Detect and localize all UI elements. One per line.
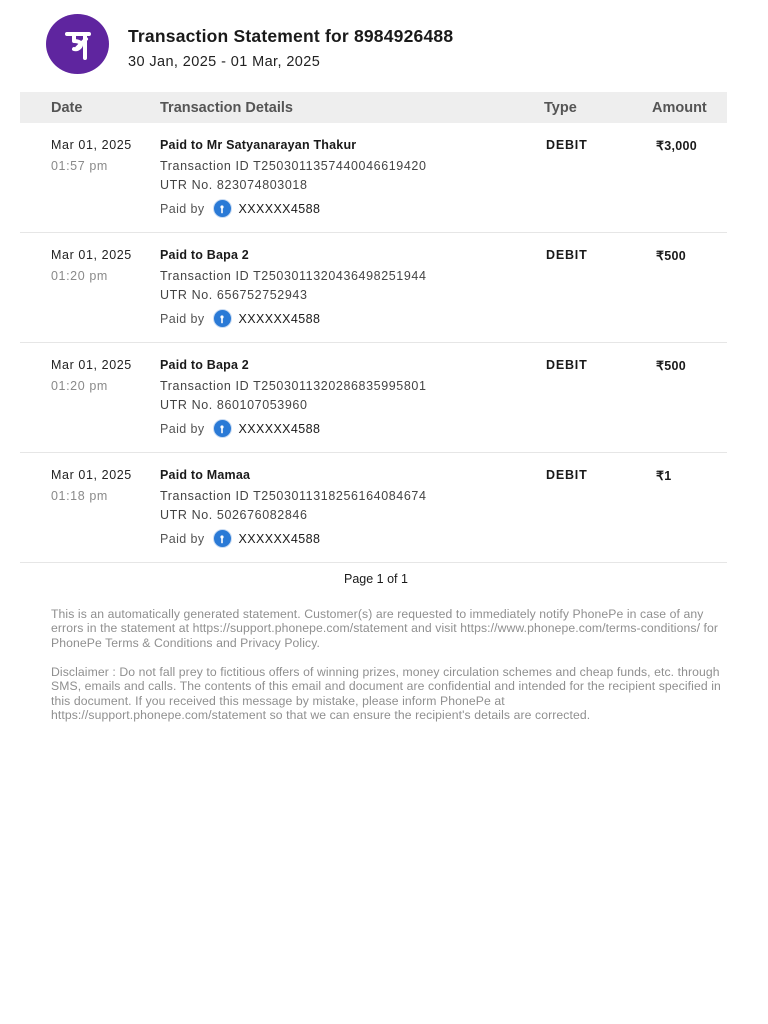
utr-number: UTR No. 656752752943 [160,288,308,302]
payee-name: Paid to Mr Satyanarayan Thakur [160,138,357,152]
payee-name: Paid to Mamaa [160,468,251,482]
table-row [20,233,727,343]
payee-name: Paid to Bapa 2 [160,248,249,262]
bank-logo-icon [213,199,232,218]
utr-number: UTR No. 823074803018 [160,178,308,192]
account-number: XXXXXX4588 [238,531,321,546]
column-header-amount: Amount [652,100,707,116]
transaction-id: Transaction ID T2503011320286835995801 [160,379,427,393]
paid-by [160,529,320,548]
paid-by-label: Paid by [160,311,205,326]
table-row [20,343,727,453]
account-number: XXXXXX4588 [238,421,321,436]
transaction-type: DEBIT [546,468,588,482]
transaction-date: Mar 01, 2025 [51,138,132,152]
transaction-amount: ₹500 [656,359,687,373]
transaction-date: Mar 01, 2025 [51,468,132,482]
table-header [20,92,727,123]
statement-note: This is an automatically generated statement. Customer(s) are requested to immediately notify PhonePe in case of any errors in the statement at https://support.phonepe.com/statement and visit https://www.phonepe.com/terms-conditions/ for PhonePe Terms & Conditions and Privacy Policy. [51,607,719,650]
transaction-id: Transaction ID T2503011357440046619420 [160,159,427,173]
transaction-date: Mar 01, 2025 [51,358,132,372]
page-title: Transaction Statement for 8984926488 [128,26,454,46]
table-row [20,123,727,233]
disclaimer: Disclaimer : Do not fall prey to fictitious offers of winning prizes, money circulation schemes and cheap funds, etc. through SMS, emails and calls. The contents of this email and document are confidential and intended for the recipient specified in this document. If you received this message by mistake, please inform PhonePe at https://support.phonepe.com/statement so that we can ensure the recipient's details are corrected. [51,665,721,723]
account-number: XXXXXX4588 [238,311,321,326]
transactions-table [20,123,727,563]
column-header-type: Type [544,100,577,116]
statement-header [46,14,453,74]
transaction-time: 01:18 pm [51,489,108,503]
utr-number: UTR No. 860107053960 [160,398,308,412]
transaction-time: 01:57 pm [51,159,108,173]
transaction-date: Mar 01, 2025 [51,248,132,262]
table-row [20,453,727,563]
bank-logo-icon [213,419,232,438]
payee-name: Paid to Bapa 2 [160,358,249,372]
paid-by-label: Paid by [160,531,205,546]
transaction-id: Transaction ID T2503011320436498251944 [160,269,427,283]
phonepe-logo-icon [46,14,109,74]
transaction-amount: ₹3,000 [656,139,698,153]
transaction-id: Transaction ID T2503011318256164084674 [160,489,427,503]
transaction-type: DEBIT [546,138,588,152]
column-header-date: Date [51,100,83,116]
account-number: XXXXXX4588 [238,201,321,216]
transaction-time: 01:20 pm [51,269,108,283]
transaction-amount: ₹500 [656,249,687,263]
transaction-type: DEBIT [546,358,588,372]
bank-logo-icon [213,309,232,328]
utr-number: UTR No. 502676082846 [160,508,308,522]
transaction-amount: ₹1 [656,469,672,483]
page-number: Page 1 of 1 [344,572,408,586]
paid-by [160,199,320,218]
bank-logo-icon [213,529,232,548]
paid-by [160,309,320,328]
transaction-type: DEBIT [546,248,588,262]
transaction-time: 01:20 pm [51,379,108,393]
paid-by-label: Paid by [160,201,205,216]
paid-by-label: Paid by [160,421,205,436]
paid-by [160,419,320,438]
statement-period: 30 Jan, 2025 - 01 Mar, 2025 [128,54,321,70]
column-header-details: Transaction Details [160,100,293,116]
